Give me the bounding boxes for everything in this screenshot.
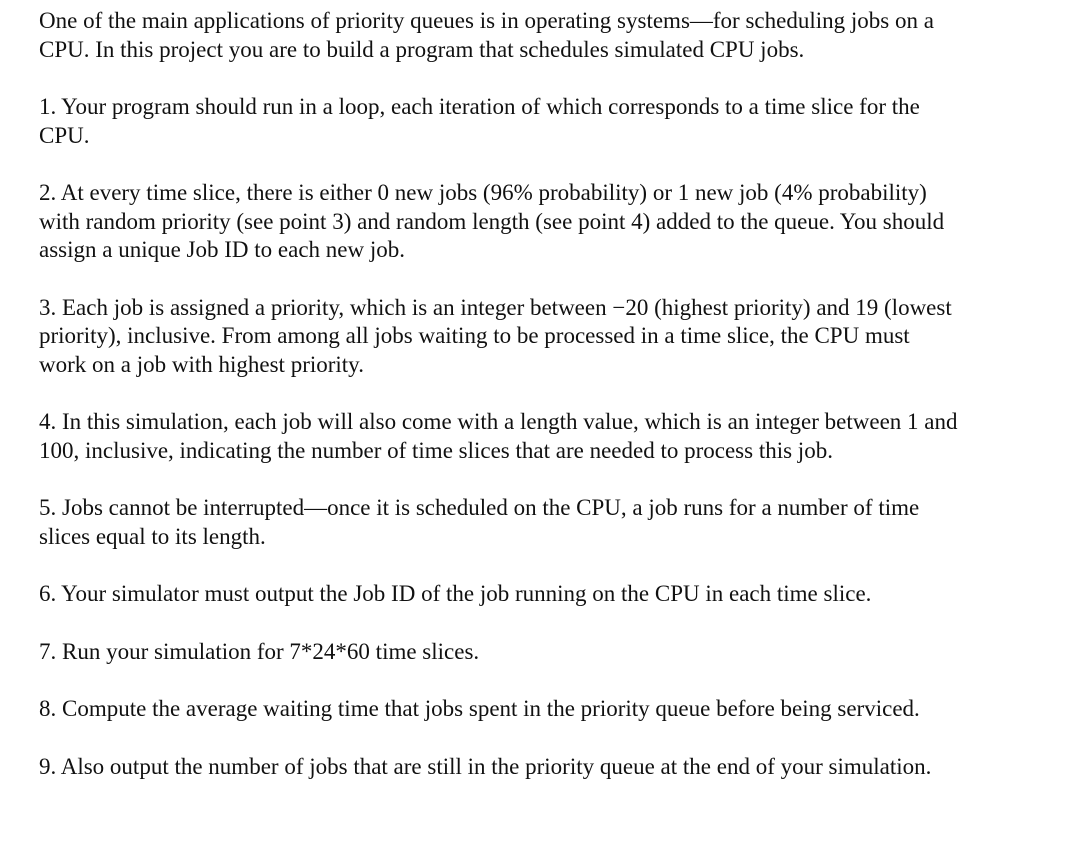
requirement-line: CPU. xyxy=(39,122,90,148)
requirement-9 xyxy=(39,753,1071,782)
intro-line: One of the main applications of priority queues is in operating systems—for scheduling jobs on a xyxy=(39,8,934,33)
requirement-6 xyxy=(39,580,1071,609)
requirement-7 xyxy=(39,638,1071,667)
requirement-line: priority), inclusive. From among all jobs waiting to be processed in a time slice, the CPU must xyxy=(39,323,910,348)
requirement-2 xyxy=(39,179,1071,265)
requirement-line: work on a job with highest priority. xyxy=(39,351,364,377)
requirement-line: 2. At every time slice, there is either 0 new jobs (96% probability) or 1 new job (4% probability) xyxy=(39,180,927,205)
requirement-1 xyxy=(39,93,1071,150)
requirement-line: with random priority (see point 3) and random length (see point 4) added to the queue. You should xyxy=(39,208,945,234)
requirement-3 xyxy=(39,294,1071,380)
requirement-8 xyxy=(39,695,1071,724)
requirement-line: 100, inclusive, indicating the number of time slices that are needed to process this job. xyxy=(39,437,833,463)
requirement-line: 8. Compute the average waiting time that jobs spent in the priority queue before being serviced. xyxy=(39,696,920,721)
requirement-line: 9. Also output the number of jobs that are still in the priority queue at the end of your simulation. xyxy=(39,753,932,779)
requirement-line: 4. In this simulation, each job will also come with a length value, which is an integer between 1 and xyxy=(39,409,958,434)
requirement-4 xyxy=(39,408,1071,465)
intro-paragraph xyxy=(39,7,1071,64)
requirement-line: 7. Run your simulation for 7*24*60 time slices. xyxy=(39,638,480,664)
document-page xyxy=(39,7,1071,781)
requirement-5 xyxy=(39,494,1071,551)
requirement-line: 3. Each job is assigned a priority, which is an integer between −20 (highest priority) and 19 (lowest xyxy=(39,294,952,320)
requirement-line: assign a unique Job ID to each new job. xyxy=(39,237,406,262)
requirement-line: slices equal to its length. xyxy=(39,523,266,549)
requirement-line: 5. Jobs cannot be interrupted—once it is scheduled on the CPU, a job runs for a number of time xyxy=(39,495,920,520)
requirement-line: 6. Your simulator must output the Job ID of the job running on the CPU in each time slice. xyxy=(39,581,872,606)
intro-line: CPU. In this project you are to build a program that schedules simulated CPU jobs. xyxy=(39,36,805,62)
requirement-line: 1. Your program should run in a loop, each iteration of which corresponds to a time slice for the xyxy=(39,94,920,119)
